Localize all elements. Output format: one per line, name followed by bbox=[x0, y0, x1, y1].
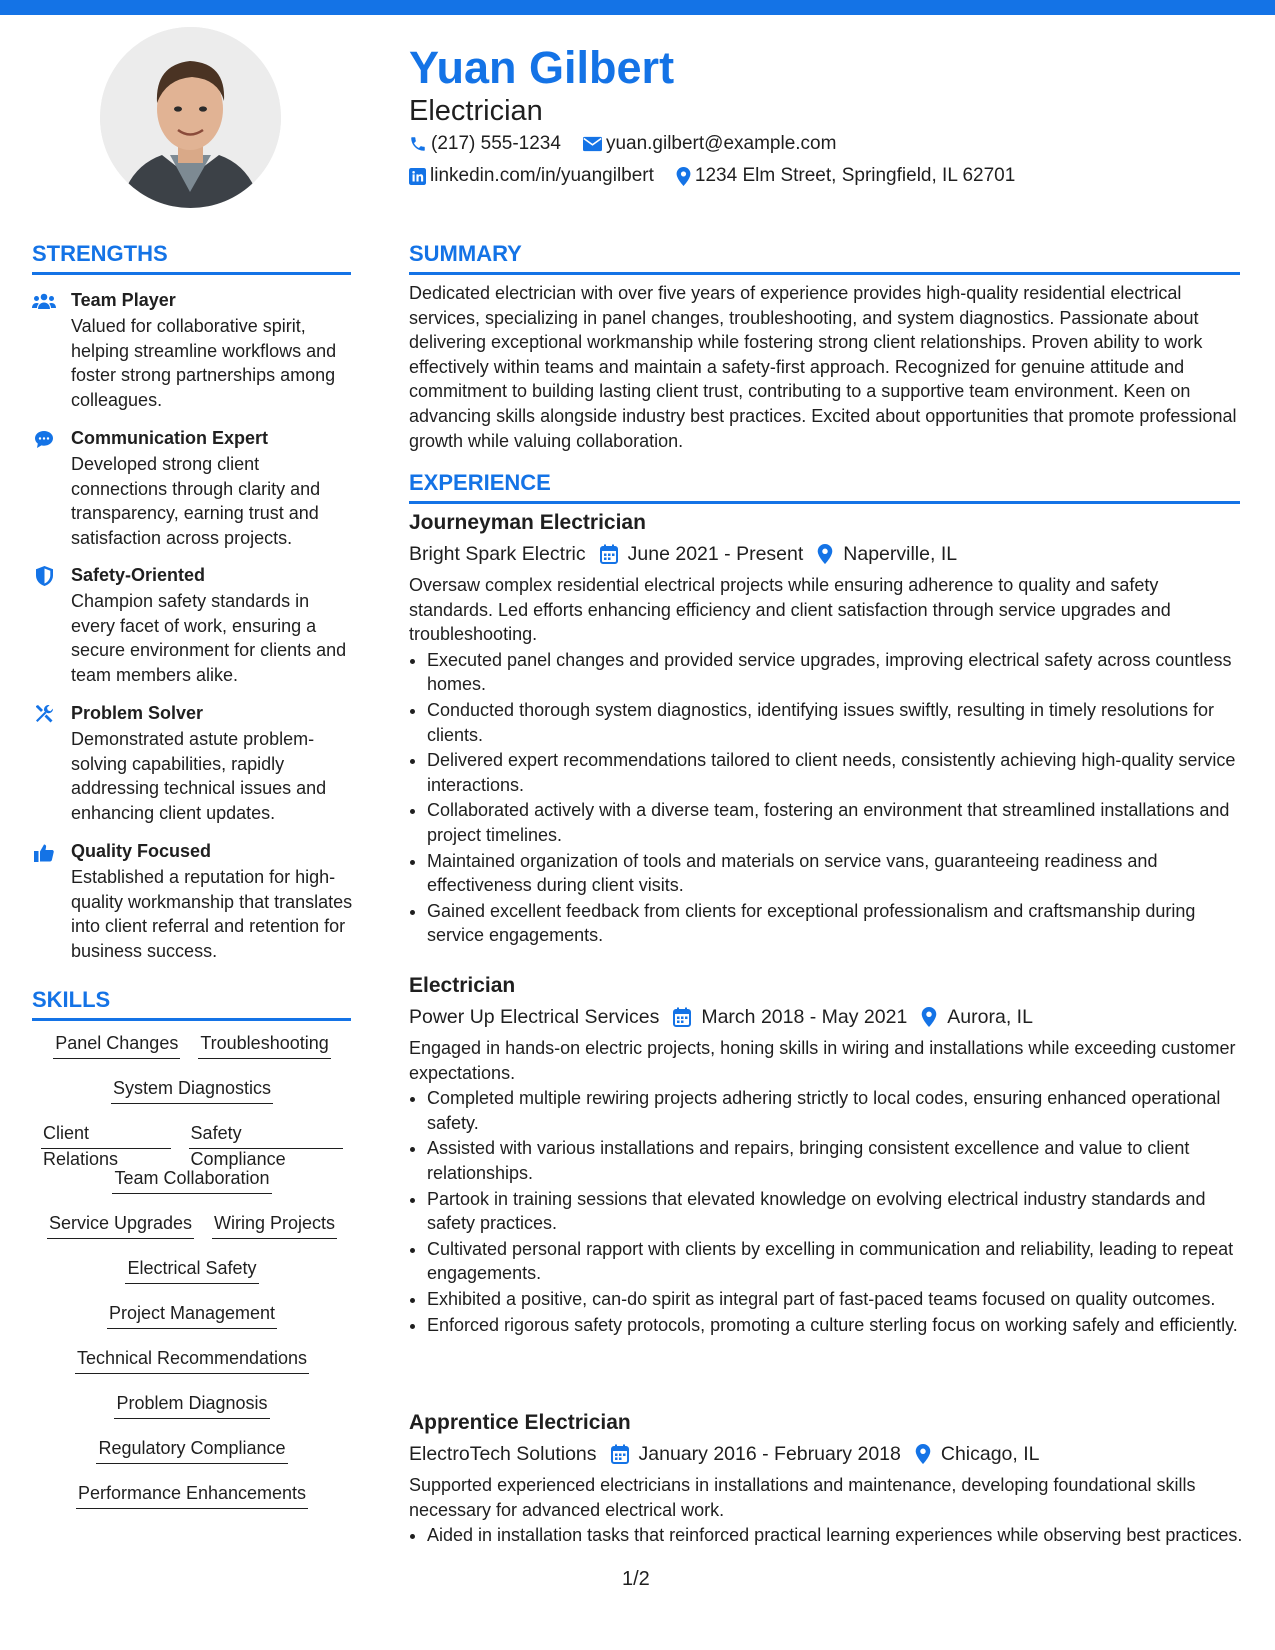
strength-title: Quality Focused bbox=[71, 841, 212, 861]
skill-row bbox=[32, 1210, 352, 1255]
email-contact[interactable] bbox=[583, 133, 837, 155]
strength-title: Problem Solver bbox=[71, 703, 204, 723]
job-description: Engaged in hands-on electric projects, honing skills in wiring and installations while exceeding customer expectations. bbox=[409, 1038, 1236, 1083]
skill-tag: Wiring Projects bbox=[212, 1210, 337, 1239]
skill-tag: Troubleshooting bbox=[198, 1030, 330, 1059]
linkedin-contact[interactable] bbox=[409, 165, 654, 187]
users-icon bbox=[32, 290, 56, 312]
strength-desc: Developed strong client connections through clarity and transparency, earning trust and satisfaction across projects. bbox=[71, 454, 321, 548]
skill-tag: Electrical Safety bbox=[125, 1255, 258, 1284]
linkedin-text: linkedin.com/in/yuangilbert bbox=[430, 165, 654, 186]
strengths-heading: STRENGTHS bbox=[32, 240, 351, 275]
calendar-icon bbox=[611, 1444, 629, 1464]
skill-tag: Technical Recommendations bbox=[75, 1345, 309, 1374]
job-bullet: • Executed panel changes and provided service upgrades, improving electrical safety across countless homes. bbox=[427, 648, 1249, 697]
skill-row bbox=[32, 1120, 352, 1169]
job-description: Oversaw complex residential electrical projects while ensuring adherence to quality and safety standards. Led efforts enhancing efficiency and client satisfaction through service upgrades and troubleshooting. bbox=[409, 575, 1171, 645]
job-title: Journeyman Electrician bbox=[409, 511, 646, 534]
job-bullet: • Collaborated actively with a diverse team, fostering an environment that streamlined installations and project timelines. bbox=[427, 798, 1249, 847]
map-pin-icon bbox=[676, 167, 691, 186]
dates-text: January 2016 - February 2018 bbox=[638, 1443, 901, 1465]
skill-tag: Service Upgrades bbox=[47, 1210, 194, 1239]
skill-tag: Panel Changes bbox=[53, 1030, 180, 1059]
map-pin-icon bbox=[915, 1444, 931, 1464]
skill-row bbox=[32, 1300, 352, 1345]
job-bullet: • Enforced rigorous safety protocols, promoting a culture sterling focus on working safely and efficiently. bbox=[427, 1313, 1249, 1338]
job-bullet: • Conducted thorough system diagnostics, identifying issues swiftly, resulting in timely resolutions for clients. bbox=[427, 698, 1249, 747]
skills-heading: SKILLS bbox=[32, 986, 351, 1021]
calendar-icon bbox=[673, 1007, 691, 1027]
strength-desc: Champion safety standards in every facet of work, ensuring a secure environment for clients and team members alike. bbox=[71, 591, 347, 685]
dates-text: March 2018 - May 2021 bbox=[701, 1006, 908, 1028]
company-text: Power Up Electrical Services bbox=[409, 1006, 660, 1028]
thumbs-up-icon bbox=[32, 841, 56, 863]
job-entry bbox=[409, 1409, 1249, 1549]
job-bullet: • Partook in training sessions that elevated knowledge on evolving electrical industry standards and safety practices. bbox=[427, 1187, 1249, 1236]
top-accent-bar bbox=[0, 0, 1275, 15]
email-text: yuan.gilbert@example.com bbox=[605, 133, 837, 154]
skill-row bbox=[32, 1075, 352, 1120]
job-bullet: • Gained excellent feedback from clients for exceptional professionalism and craftsmanship during service engagements. bbox=[427, 899, 1249, 948]
strength-title: Team Player bbox=[71, 290, 176, 310]
job-bullet: • Exhibited a positive, can-do spirit as integral part of fast-paced teams focused on quality outcomes. bbox=[427, 1287, 1249, 1312]
skill-tag: Safety Compliance bbox=[189, 1120, 343, 1149]
job-bullet: • Delivered expert recommendations tailored to client needs, consistently achieving high-quality service interactions. bbox=[427, 748, 1249, 797]
chat-bubble-icon bbox=[32, 428, 56, 450]
job-dates bbox=[673, 1002, 907, 1032]
location-text: Aurora, IL bbox=[947, 1006, 1033, 1028]
skill-tag: System Diagnostics bbox=[111, 1075, 273, 1104]
company-text: ElectroTech Solutions bbox=[409, 1443, 597, 1465]
phone-icon bbox=[409, 135, 427, 153]
job-bullet: • Maintained organization of tools and materials on service vans, guaranteeing readiness and effectiveness during client visits. bbox=[427, 849, 1249, 898]
strength-desc: Established a reputation for high-quality workmanship that translates into client referral and retention for business success. bbox=[71, 867, 353, 961]
skill-tag: Regulatory Compliance bbox=[96, 1435, 287, 1464]
tools-icon bbox=[32, 703, 56, 725]
job-bullets bbox=[409, 1086, 1249, 1337]
job-meta bbox=[409, 539, 1249, 569]
candidate-title: Electrician bbox=[409, 95, 543, 127]
skill-row bbox=[32, 1345, 352, 1390]
job-bullet: • Aided in installation tasks that reinforced practical learning experiences while observing best practices. bbox=[427, 1523, 1249, 1548]
job-bullet: • Assisted with various installations and repairs, bringing consistent excellence and value to client relationships. bbox=[427, 1136, 1249, 1185]
phone-contact[interactable] bbox=[409, 133, 561, 155]
address-text: 1234 Elm Street, Springfield, IL 62701 bbox=[694, 165, 1016, 186]
job-bullet: • Completed multiple rewiring projects adhering strictly to local codes, ensuring enhanced operational safety. bbox=[427, 1086, 1249, 1135]
job-meta bbox=[409, 1002, 1249, 1032]
dates-text: June 2021 - Present bbox=[627, 543, 804, 565]
location-text: Chicago, IL bbox=[940, 1443, 1040, 1465]
job-description: Supported experienced electricians in installations and maintenance, developing foundational skills necessary for advanced electrical work. bbox=[409, 1475, 1196, 1520]
envelope-icon bbox=[583, 136, 602, 152]
job-location bbox=[921, 1002, 1033, 1032]
shield-icon bbox=[32, 565, 56, 587]
job-dates bbox=[611, 1439, 901, 1469]
skill-tag: Performance Enhancements bbox=[76, 1480, 308, 1509]
contact-row-2 bbox=[409, 165, 1037, 187]
skill-tag: Client Relations bbox=[41, 1120, 171, 1149]
job-company bbox=[409, 539, 586, 569]
strength-desc: Demonstrated astute problem-solving capabilities, rapidly addressing technical issues and enhancing client updates. bbox=[71, 729, 327, 823]
summary-heading: SUMMARY bbox=[409, 240, 1240, 275]
experience-heading: EXPERIENCE bbox=[409, 469, 1240, 504]
job-bullet: • Cultivated personal rapport with clients by excelling in communication and reliability, leading to repeat engagements. bbox=[427, 1237, 1249, 1286]
job-company bbox=[409, 1439, 597, 1469]
linkedin-icon bbox=[409, 168, 426, 185]
strength-desc: Valued for collaborative spirit, helping streamline workflows and foster strong partnerships among colleagues. bbox=[71, 316, 337, 410]
skill-row bbox=[32, 1480, 352, 1525]
job-bullets bbox=[409, 1523, 1249, 1548]
contact-row-1 bbox=[409, 133, 858, 155]
job-location bbox=[915, 1439, 1040, 1469]
skill-row bbox=[32, 1030, 352, 1075]
skill-row bbox=[32, 1255, 352, 1300]
profile-photo bbox=[100, 27, 281, 208]
skill-row bbox=[32, 1435, 352, 1480]
skills-list bbox=[32, 1030, 352, 1525]
phone-text: (217) 555-1234 bbox=[431, 133, 561, 154]
location-text: Naperville, IL bbox=[843, 543, 958, 565]
job-title: Apprentice Electrician bbox=[409, 1411, 631, 1434]
skill-row bbox=[32, 1390, 352, 1435]
address-contact bbox=[676, 165, 1015, 187]
job-entry bbox=[409, 972, 1249, 1338]
job-company bbox=[409, 1002, 659, 1032]
job-title: Electrician bbox=[409, 974, 516, 997]
candidate-name: Yuan Gilbert bbox=[409, 42, 675, 93]
page-number: 1/2 bbox=[622, 1568, 650, 1590]
map-pin-icon bbox=[921, 1007, 937, 1027]
skill-tag: Team Collaboration bbox=[112, 1165, 271, 1194]
company-text: Bright Spark Electric bbox=[409, 543, 586, 565]
job-meta bbox=[409, 1439, 1249, 1469]
job-entry bbox=[409, 509, 1249, 949]
map-pin-icon bbox=[817, 544, 833, 564]
calendar-icon bbox=[600, 544, 618, 564]
skill-tag: Problem Diagnosis bbox=[114, 1390, 269, 1419]
skill-tag: Project Management bbox=[107, 1300, 277, 1329]
job-location bbox=[817, 539, 957, 569]
summary-text: Dedicated electrician with over five years of experience provides high-quality residential electrical services, specializing in panel changes, troubleshooting, and system diagnostics. Passionate about delivering exceptional workmanship while fostering strong client relationships. Proven ability to work effectively within teams and maintain a safety-first approach. Recognized for genuine attitude and commitment to building lasting client trust, contributing to a supportive team environment. Keen on advancing skills alongside industry best practices. Excited about opportunities that promote professional growth while valuing collaboration. bbox=[409, 283, 1237, 451]
strength-title: Communication Expert bbox=[71, 428, 269, 448]
job-bullets bbox=[409, 648, 1249, 948]
strength-title: Safety-Oriented bbox=[71, 565, 206, 585]
job-dates bbox=[600, 539, 804, 569]
